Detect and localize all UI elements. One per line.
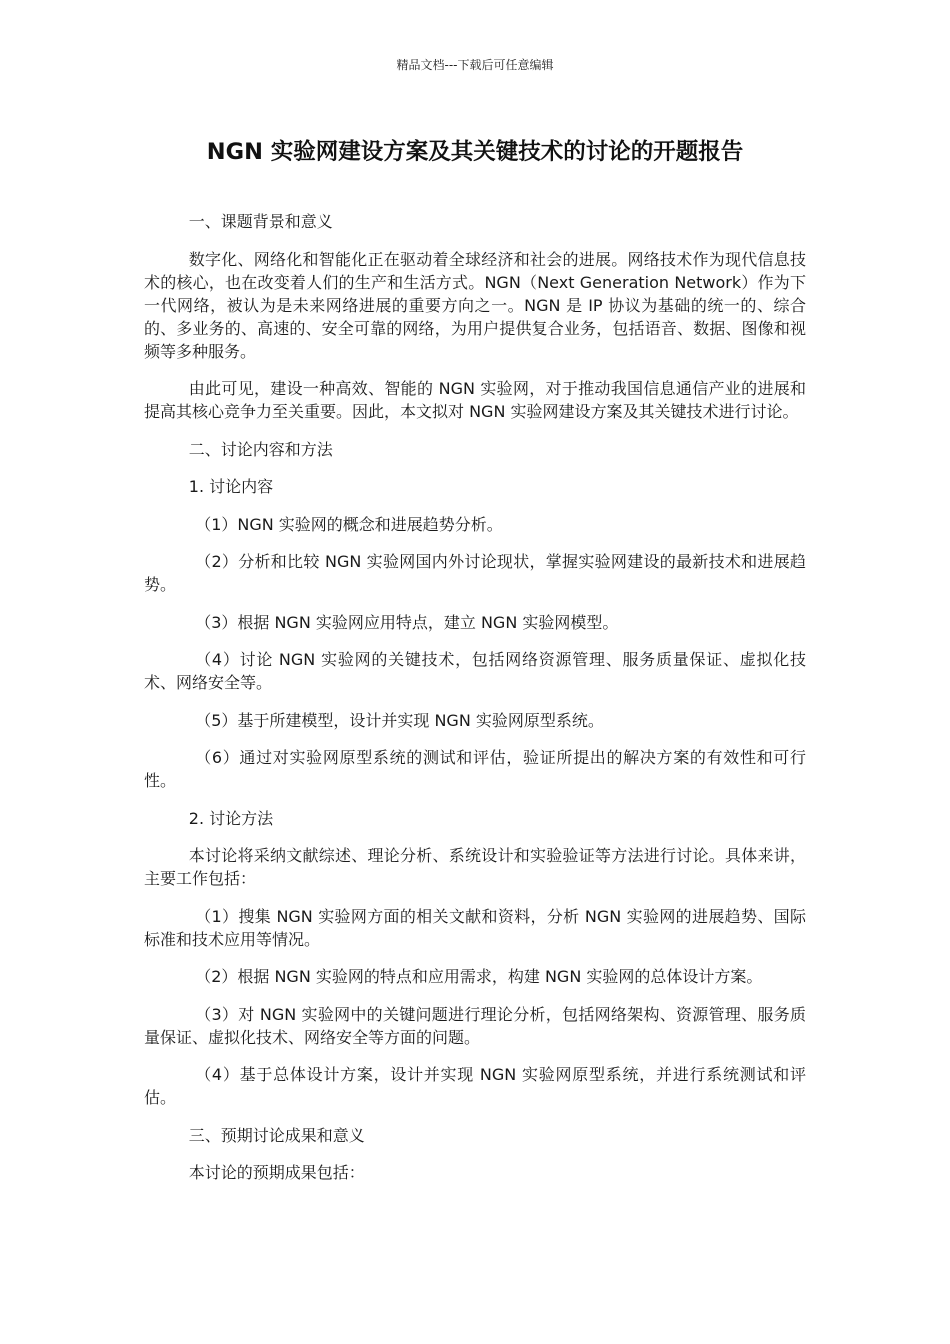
paragraph: （3）对 NGN 实验网中的关键问题进行理论分析，包括网络架构、资源管理、服务质量保证、虚拟化技术、网络安全等方面的问题。: [144, 1004, 806, 1047]
paragraph: 二、讨论内容和方法: [188, 439, 333, 459]
paragraph: 1. 讨论内容: [188, 477, 274, 496]
paragraph: 本讨论的预期成果包括：: [188, 1163, 365, 1182]
paragraph: （1）搜集 NGN 实验网方面的相关文献和资料，分析 NGN 实验网的进展趋势、国际标准和技术应用等情况。: [144, 906, 806, 949]
paragraph: 三、预期讨论成果和意义: [188, 1125, 365, 1145]
paragraph: （3）根据 NGN 实验网应用特点，建立 NGN 实验网模型。: [195, 612, 619, 632]
paragraph: （1）NGN 实验网的概念和进展趋势分析。: [195, 514, 503, 534]
document-title: NGN 实验网建设方案及其关键技术的讨论的开题报告: [206, 139, 744, 165]
page-header: 精品文档---下载后可任意编辑: [396, 58, 554, 72]
paragraph: 2. 讨论方法: [188, 808, 274, 828]
paragraph: 一、课题背景和意义: [188, 212, 333, 231]
document-body: [144, 210, 806, 1199]
paragraph: （6）通过对实验网原型系统的测试和评估，验证所提出的解决方案的有效性和可行性。: [144, 748, 806, 790]
paragraph: （4）讨论 NGN 实验网的关键技术，包括网络资源管理、服务质量保证、虚拟化技术、网络安全等。: [144, 650, 806, 692]
paragraph: （5）基于所建模型，设计并实现 NGN 实验网原型系统。: [195, 710, 604, 730]
paragraph: （4）基于总体设计方案，设计并实现 NGN 实验网原型系统，并进行系统测试和评估。: [144, 1065, 806, 1107]
paragraph: 由此可见，建设一种高效、智能的 NGN 实验网，对于推动我国信息通信产业的进展和提高其核心竞争力至关重要。因此，本文拟对 NGN 实验网建设方案及其关键技术进行讨论。: [144, 379, 806, 421]
paragraph: 数字化、网络化和智能化正在驱动着全球经济和社会的进展。网络技术作为现代信息技术的核心，也在改变着人们的生产和生活方式。NGN（Next Generation Network）作为下一代网络，被认为是未来网络进展的重要方向之一。NGN 是 IP 协议为基础的统一的、综合的、多业务的、高速的、安全可靠的网络，为用户提供复合业务，包括语音、数据、图像和视频等多种服务。: [144, 249, 806, 361]
paragraph: 本讨论将采纳文献综述、理论分析、系统设计和实验验证等方法进行讨论。具体来讲，主要工作包括：: [144, 846, 806, 888]
paragraph: （2）分析和比较 NGN 实验网国内外讨论现状，掌握实验网建设的最新技术和进展趋势。: [144, 552, 806, 594]
paragraph: （2）根据 NGN 实验网的特点和应用需求，构建 NGN 实验网的总体设计方案。: [195, 967, 763, 986]
